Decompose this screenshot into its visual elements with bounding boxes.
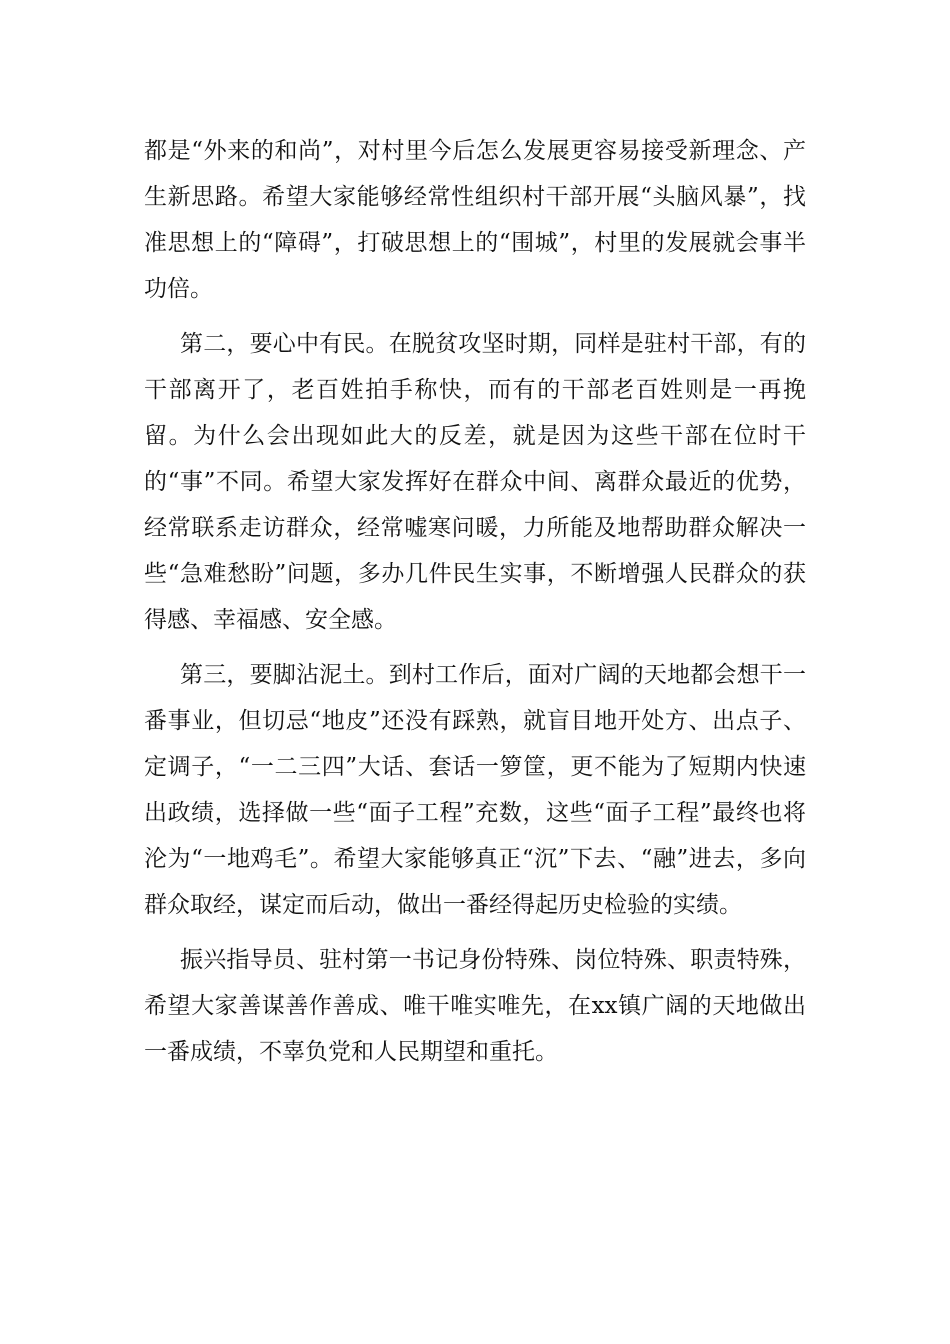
paragraph-second-point: 第二，要心中有民。在脱贫攻坚时期，同样是驻村干部，有的干部离开了，老百姓拍手称快，而有的干部老百姓则是一再挽留。为什么会出现如此大的反差，就是因为这些干部在位时干的“事”不同。希望大家发挥好在群众中间、离群众最近的优势，经常联系走访群众，经常嘘寒问暖，力所能及地帮助群众解决一些“急难愁盼”问题，多办几件民生实事，不断增强人民群众的获得感、幸福感、安全感。 [144, 331, 806, 633]
paragraph-closing: 振兴指导员、驻村第一书记身份特殊、岗位特殊、职责特殊，希望大家善谋善作善成、唯干唯实唯先，在xx镇广阔的天地做出一番成绩，不辜负党和人民期望和重托。 [144, 947, 806, 1065]
paragraph-third-point: 第三，要脚沾泥土。到村工作后，面对广阔的天地都会想干一番事业，但切忌“地皮”还没有踩熟，就盲目地开处方、出点子、定调子，“一二三四”大话、套话一箩筐，更不能为了短期内快速出政绩，选择做一些“面子工程”充数，这些“面子工程”最终也将沦为“一地鸡毛”。希望大家能够真正“沉”下去、“融”进去，多向群众取经，谋定而后动，做出一番经得起历史检验的实绩。 [144, 662, 806, 918]
document-body [144, 128, 806, 1084]
paragraph-continuation: 都是“外来的和尚”，对村里今后怎么发展更容易接受新理念、产生新思路。希望大家能够经常性组织村干部开展“头脑风暴”，找准思想上的“障碍”，打破思想上的“围城”，村里的发展就会事半功倍。 [144, 138, 806, 302]
